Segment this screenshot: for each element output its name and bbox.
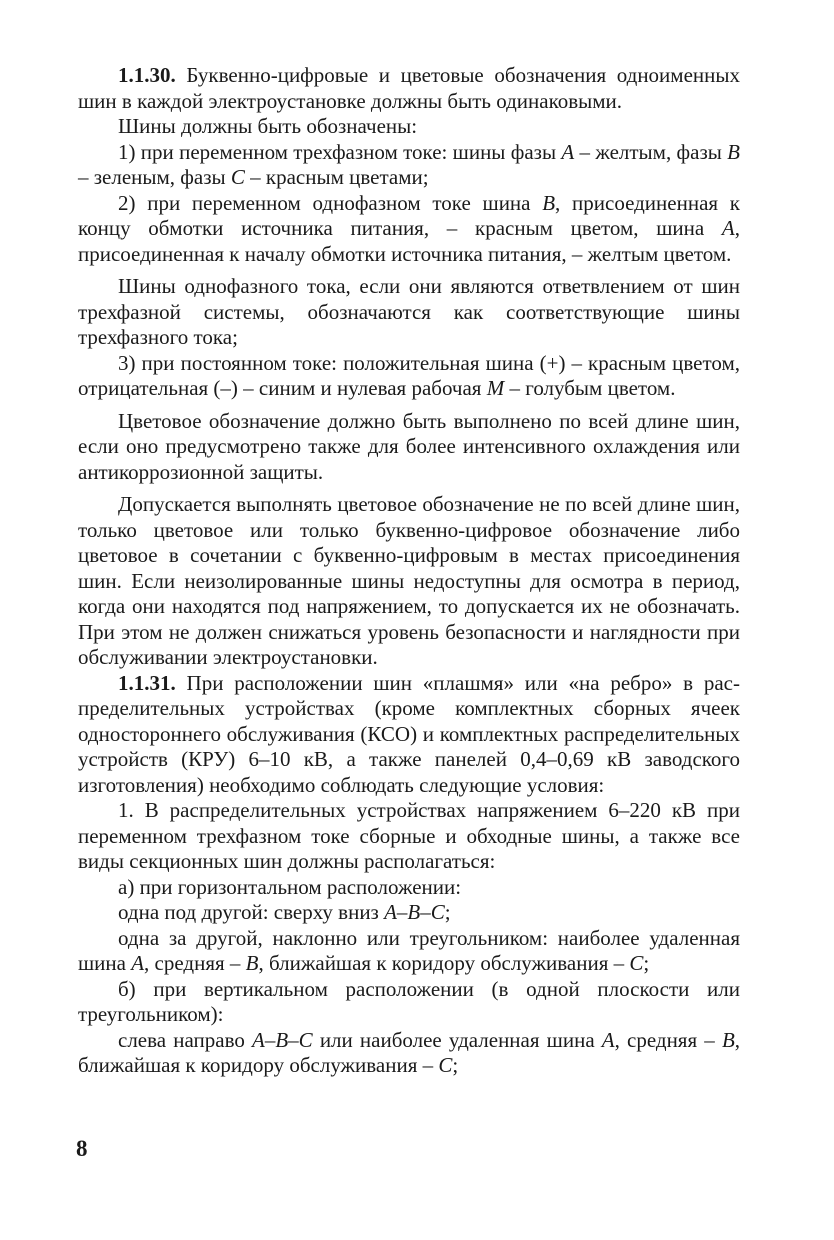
text-run: одна под другой: сверху вниз bbox=[118, 900, 385, 924]
phase-label: A bbox=[561, 139, 575, 164]
phase-label: B bbox=[542, 190, 556, 215]
paragraph-single-phase-note: Шины однофазного тока, если они являются ответвлением от шин трехфазной системы, обозначаются как соответствующие шины трехфазного тока; bbox=[78, 274, 740, 349]
phase-label: C bbox=[230, 165, 245, 189]
text-run: слева направо bbox=[118, 1027, 252, 1052]
clause-number: 1.1.30. bbox=[118, 63, 176, 87]
list-item-single-phase bbox=[78, 191, 740, 268]
list-item-left-to-right bbox=[78, 1028, 740, 1079]
paragraph-full-length: Цветовое обозначение должно быть выполнено по всей длине шин, если оно предусмотрено также для более интенсивного охлаждения или антикоррозионной защиты. bbox=[78, 408, 740, 484]
phase-label: M bbox=[486, 376, 505, 400]
list-item-switchgear: 1. В распределительных устройствах напряжением 6–220 кВ при переменном трехфазном токе сборные и обходные шины, а также все виды секционных шин должны располагаться: bbox=[78, 798, 740, 873]
clause-text: При расположении шин «плашмя» или «на ребро» в распределительных устройствах (кроме комплектных сборных ячеек одностороннего обслуживания (КСО) и комплектных распределительных устройств (КРУ) 6–10 кВ, а также панелей 0,4–0,69 кВ заводского изготовления) необходимо соблюдать следующие условия: bbox=[78, 670, 740, 797]
phase-label: A bbox=[721, 216, 735, 240]
list-item-vertical: б) при вертикальном расположении (в одной плоскости или треугольником): bbox=[78, 976, 740, 1026]
text-run: – желтым, фазы bbox=[574, 139, 728, 164]
text-run: , средняя – bbox=[614, 1027, 722, 1052]
paragraph-allowed: Допускается выполнять цветовое обозначение не по всей длине шин, только цветовое или только буквенно-цифровое обозначение либо цветовое в сочетании с буквенно-цифровым в местах присоединения шин. Если неизолированные шины недоступны для осмотра в период, когда они находятся под напряжением, то допускается их не обозначать. При этом не должен снижаться уровень безопасности и наглядности при обслуживании электроустановки. bbox=[78, 492, 740, 669]
phase-sequence: A–B–C bbox=[252, 1027, 313, 1052]
page-number: 8 bbox=[76, 1136, 88, 1161]
text-run: , ближайшая к коридору обслуживания – bbox=[78, 1027, 741, 1077]
text-run: одна за другой, наклонно или треугольником: наиболее удаленная шина bbox=[78, 925, 740, 975]
phase-label: B bbox=[245, 951, 259, 975]
phase-label: C bbox=[629, 951, 644, 975]
text-run: 3) при постоянном токе: положительная шина (+) – красным цветом, отрицательная (–) – синим и нулевая рабочая bbox=[78, 350, 740, 400]
list-item-one-under-other bbox=[78, 900, 740, 926]
text-run: , ближайшая к коридору обслуживания – bbox=[258, 951, 630, 975]
phase-label: A bbox=[601, 1027, 615, 1052]
phase-label: B bbox=[721, 1027, 735, 1052]
paragraph-1-1-31-intro bbox=[78, 671, 740, 799]
text-run: 2) при переменном однофазном токе шина bbox=[118, 190, 543, 215]
text-run: – зеленым, фазы bbox=[78, 165, 231, 189]
clause-text: Буквенно-цифровые и цветовые обозначения одноименных шин в каждой электроустановке должны быть одинаковыми. bbox=[78, 63, 740, 113]
text-run: – красным цветами; bbox=[244, 165, 429, 189]
list-item-one-behind-other bbox=[78, 926, 740, 977]
page-body bbox=[78, 63, 740, 1079]
text-run: ; bbox=[444, 900, 451, 924]
text-run: – голубым цветом. bbox=[504, 376, 676, 400]
phase-label: B bbox=[727, 139, 740, 164]
list-item-horizontal: а) при горизонтальном расположении: bbox=[118, 874, 462, 899]
text-run: ; bbox=[452, 1053, 459, 1077]
paragraph-shall-be-marked: Шины должны быть обозначены: bbox=[118, 114, 418, 138]
text-run: или наиболее удаленная шина bbox=[312, 1027, 602, 1052]
paragraph-1-1-30-intro bbox=[78, 63, 740, 114]
text-run: ; bbox=[643, 951, 650, 975]
text-run: 1) при переменном трехфазном токе: шины фазы bbox=[118, 139, 562, 164]
text-run: , присоединенная к началу обмотки источника питания, – желтым цветом. bbox=[78, 216, 740, 266]
clause-number: 1.1.31. bbox=[118, 670, 176, 695]
phase-label: A bbox=[131, 951, 145, 975]
phase-label: C bbox=[438, 1053, 453, 1077]
list-item-three-phase bbox=[78, 140, 740, 191]
phase-sequence: A–B–C bbox=[384, 900, 445, 924]
list-item-direct-current bbox=[78, 351, 740, 402]
text-run: , присоединенная к концу обмотки источника питания, – красным цветом, шина bbox=[78, 190, 740, 240]
text-run: , средняя – bbox=[144, 951, 246, 975]
